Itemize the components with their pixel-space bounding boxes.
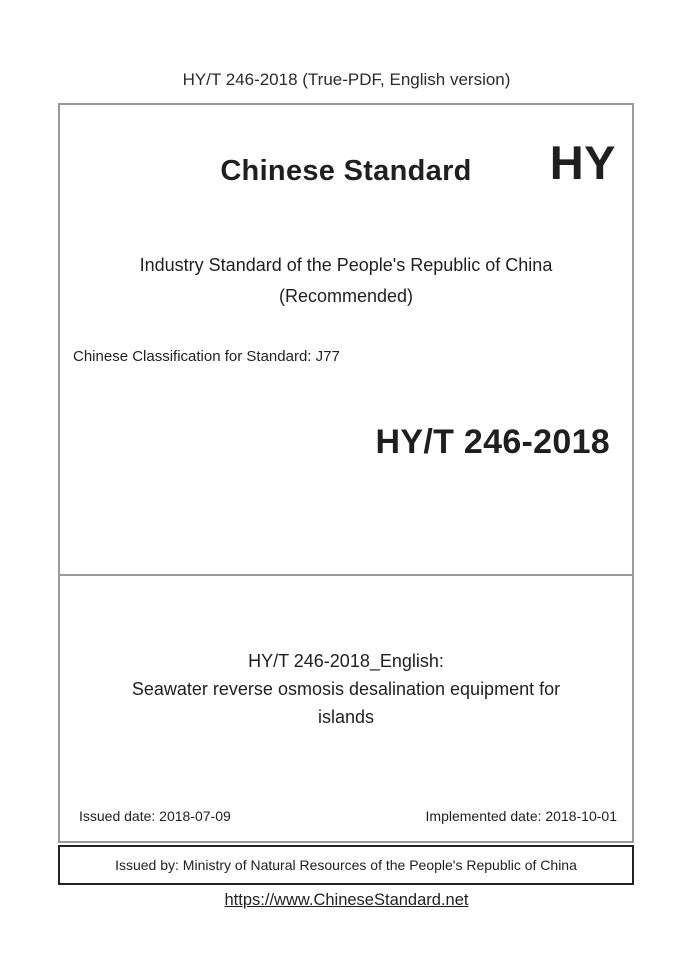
document-title-block	[60, 647, 632, 731]
brand-title: Chinese Standard	[220, 155, 472, 187]
standard-type-line1: Industry Standard of the People's Republic of China	[139, 255, 553, 275]
issued-by-label: Issued by: Ministry of Natural Resources of the People's Republic of China	[115, 857, 577, 873]
website-link[interactable]: https://www.ChineseStandard.net	[224, 891, 469, 909]
cover-main-box	[58, 103, 634, 843]
implemented-date-label: Implemented date: 2018-10-01	[425, 808, 617, 824]
document-title-line1: HY/T 246-2018_English:	[248, 651, 444, 671]
issued-date-label: Issued date: 2018-07-09	[79, 808, 231, 824]
brand-code: HY	[549, 136, 616, 189]
document-title-line2: Seawater reverse osmosis desalination equipment for	[131, 679, 561, 699]
page-header-title: HY/T 246-2018 (True-PDF, English version)	[182, 70, 511, 89]
dates-row	[79, 808, 617, 824]
classification-label: Chinese Classification for Standard: J77	[73, 348, 340, 365]
document-title-line3: islands	[317, 707, 375, 727]
section-divider	[60, 574, 632, 576]
standard-number: HY/T 246-2018	[375, 423, 610, 461]
issuer-box	[58, 845, 634, 885]
footer-link-row	[0, 891, 693, 910]
standard-type-line2: (Recommended)	[278, 286, 414, 306]
